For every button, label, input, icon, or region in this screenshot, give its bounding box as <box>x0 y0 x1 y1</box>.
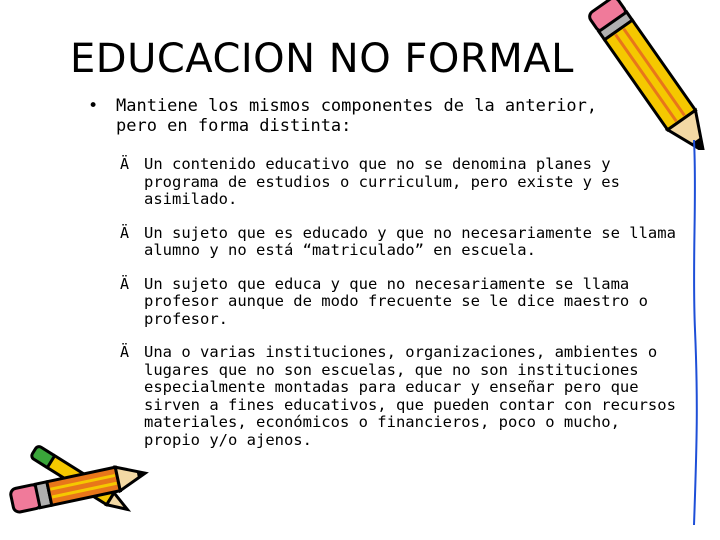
sub-bullet-list <box>120 156 680 465</box>
list-item-text: Un contenido educativo que no se denomina planes y programa de estudios o curriculum, pero existe y es asimilado. <box>144 155 620 208</box>
pencil-icon <box>575 0 720 150</box>
slide-title: EDUCACION NO FORMAL <box>70 36 574 82</box>
arrow-bullet-icon: Ä <box>120 343 130 361</box>
bullet-dot: • <box>88 96 99 116</box>
list-item <box>120 344 680 449</box>
arrow-bullet-icon: Ä <box>120 155 130 173</box>
arrow-bullet-icon: Ä <box>120 223 130 242</box>
blue-line-decoration <box>690 140 700 525</box>
intro-text: Mantiene los mismos componentes de la anterior, pero en forma distinta: <box>116 96 598 136</box>
list-item <box>120 225 680 260</box>
intro-bullet <box>88 96 648 136</box>
list-item <box>120 276 680 329</box>
list-item-text: Un sujeto que es educado y que no necesariamente se llama alumno y no está “matriculado” en escuela. <box>144 223 676 259</box>
pencil-icon <box>0 425 150 540</box>
list-item <box>120 156 680 209</box>
list-item-text: Una o varias instituciones, organizaciones, ambientes o lugares que no son escuelas, que no son instituciones especialmente montadas para educar y enseñar pero que sirven a fines educativos, que pueden contar con recursos materiales, económicos o financieros, poco o mucho, propio y/o ajenos. <box>144 343 676 449</box>
arrow-bullet-icon: Ä <box>120 274 130 293</box>
list-item-text: Un sujeto que educa y que no necesariamente se llama profesor aunque de modo frecuente se le dice maestro o profesor. <box>144 274 648 328</box>
